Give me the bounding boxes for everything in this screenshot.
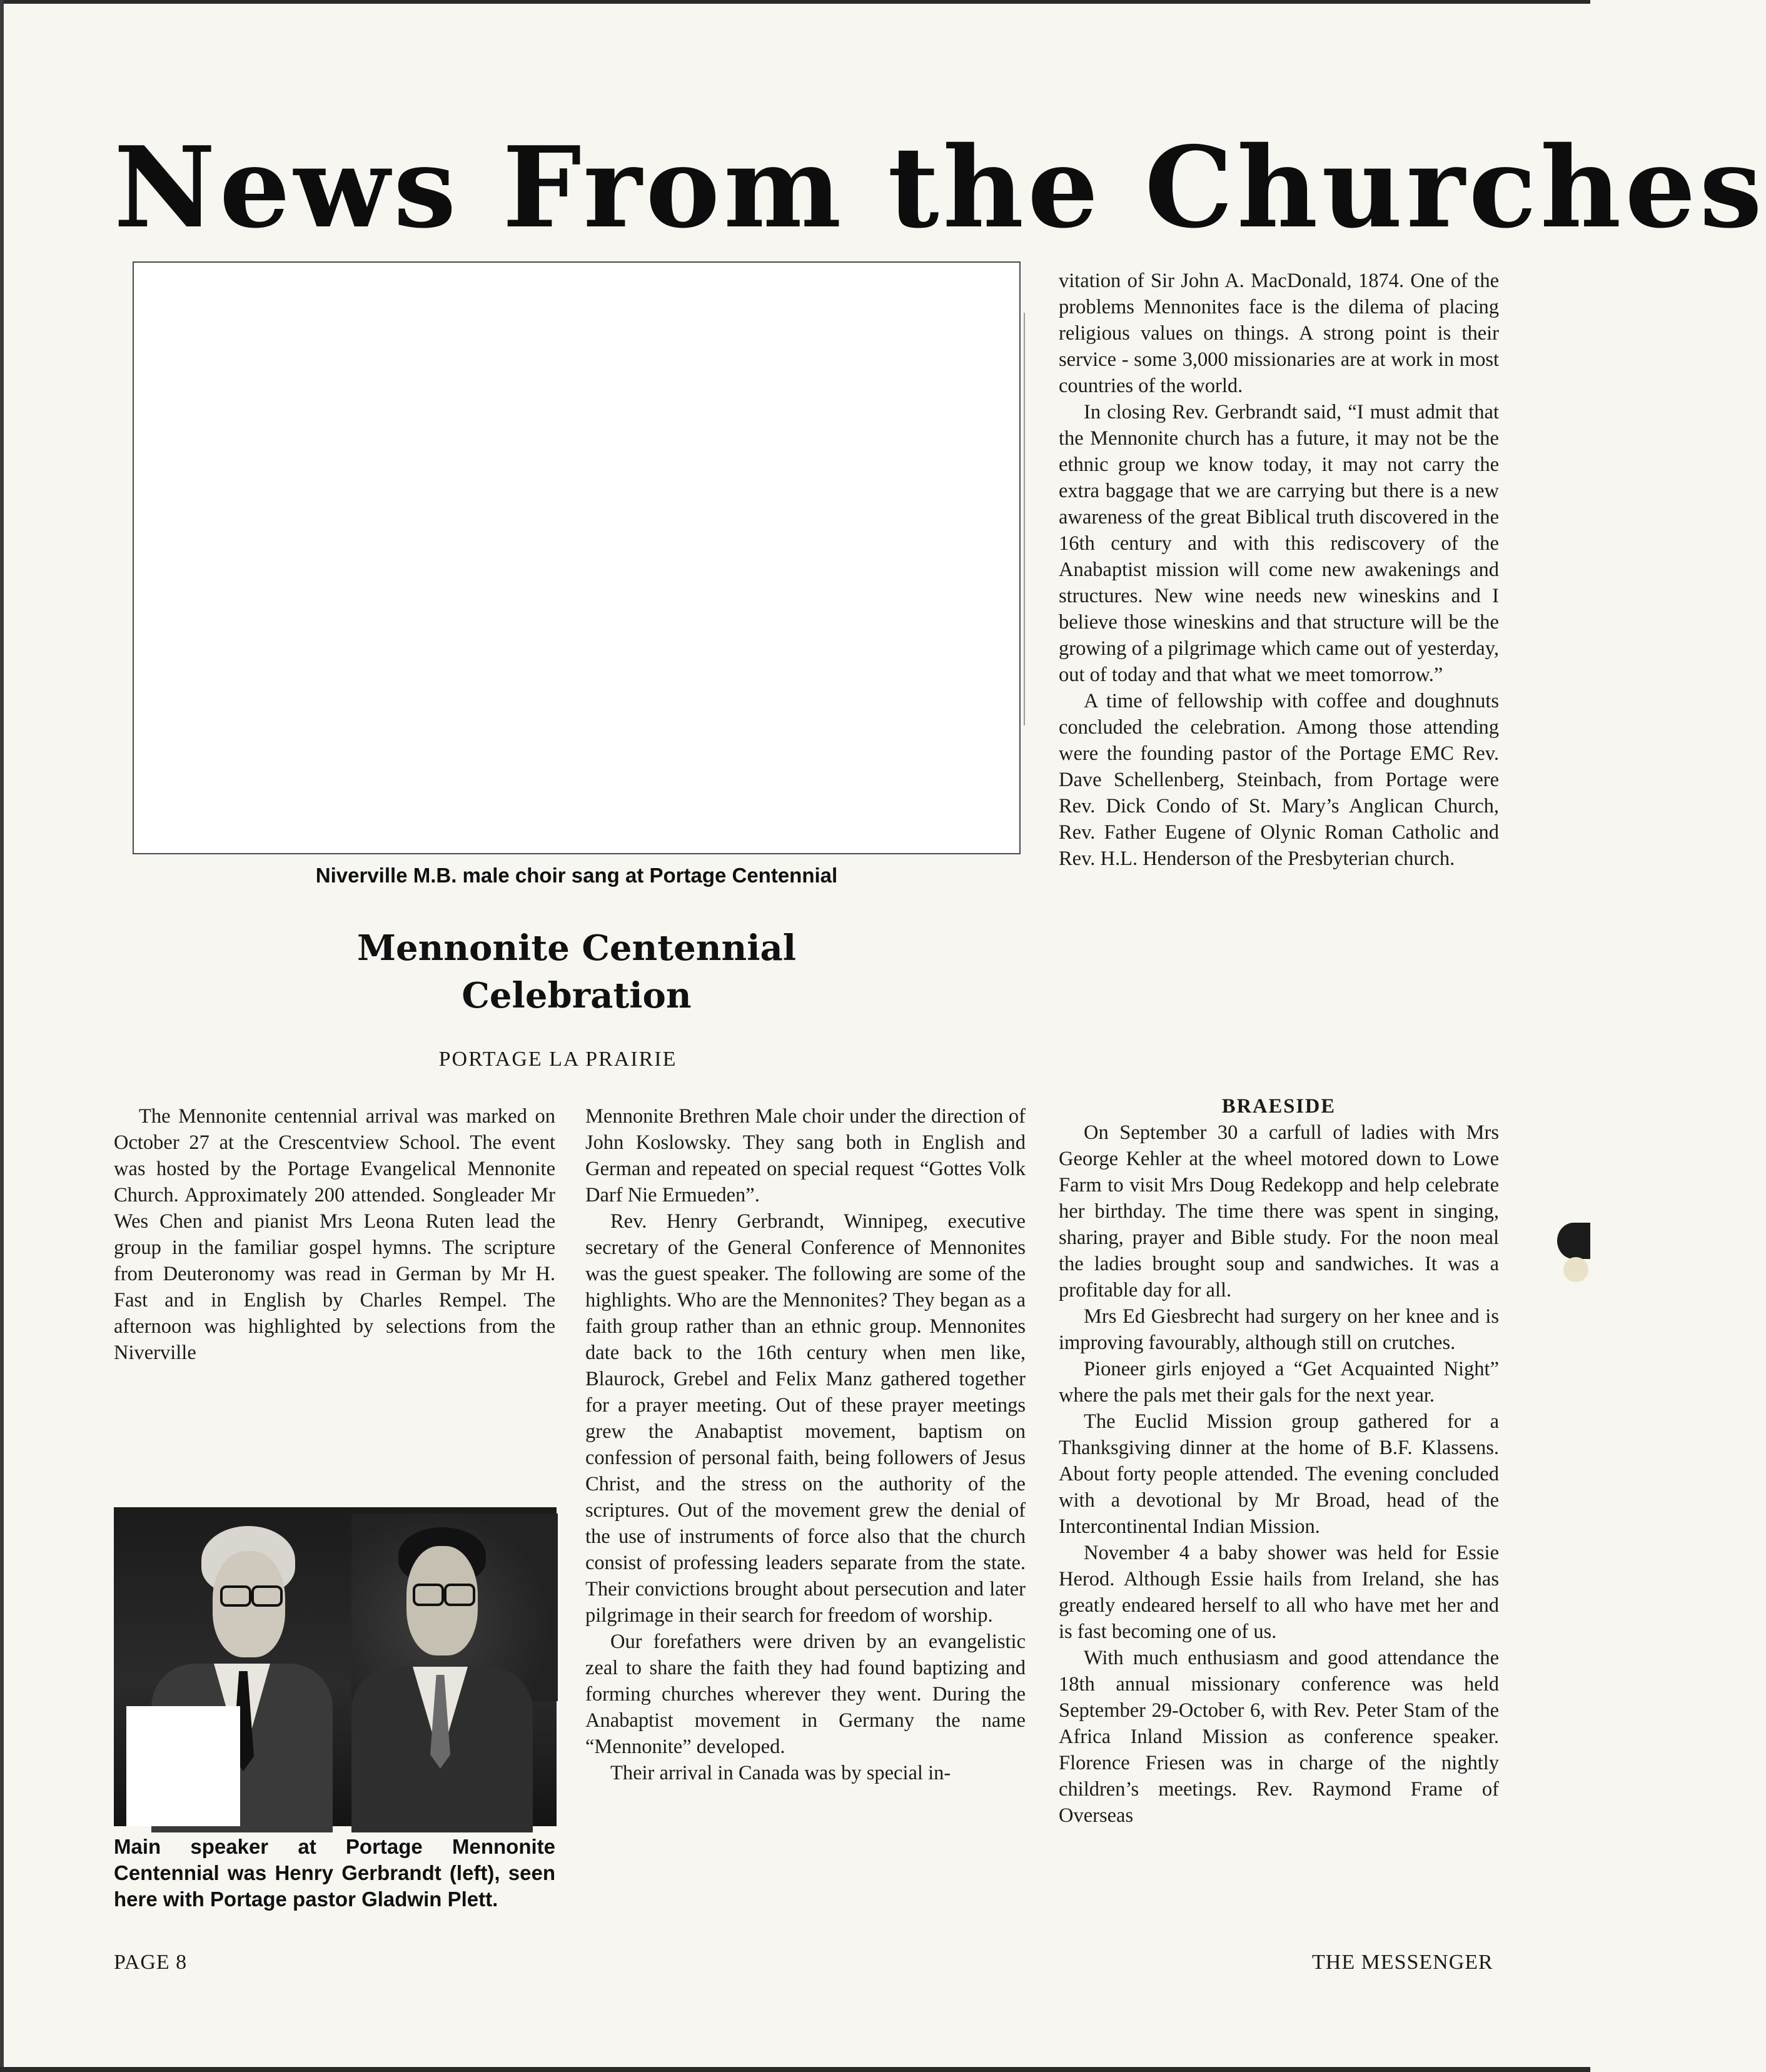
paragraph: The Mennonite centennial arrival was marked on October 27 at the Crescentview School. The event was hosted by the Portage Evangelical Mennonite Church. Approximately 200 attended. Songleader Mr Wes Chen and pianist Mrs Leona Ruten lead the group in the familiar gospel hymns. The scripture from Deuteronomy was read in German by Mr H. Fast and in English by Charles Rempel. The afternoon was highlighted by selections from the Niverville — [114, 1105, 555, 1364]
scan-smudge — [1557, 1223, 1590, 1259]
column-divider — [1024, 313, 1025, 725]
article-title-line-2: Celebration — [462, 975, 692, 1016]
paragraph: In closing Rev. Gerbrandt said, “I must admit that the Mennonite church has a future, it may not be the ethnic group we know today, it may not carry the extra baggage that we are carrying but there is a new awareness of the great Biblical truth discovered in the 16th century and with this rediscovery of the Anabaptist mission will come new awakenings and structures. New wine needs new wineskins and I believe those wineskins and that structure will be the growing of a pilgrimage which came out of yesterday, out of today and that what we meet tomorrow.” — [1059, 401, 1499, 686]
scan-edge-left — [0, 0, 4, 2072]
choir-photo-caption: Niverville M.B. male choir sang at Portage Centennial — [315, 864, 838, 887]
paragraph: vitation of Sir John A. MacDonald, 1874. One of the problems Mennonites face is the dilema of placing religious values on things. A strong point is their service - some 3,000 missionaries are at work in most countries of the world. — [1059, 270, 1499, 397]
scan-stain — [1563, 1257, 1588, 1282]
masthead-title: News From the Churches — [114, 122, 1766, 253]
page-number: PAGE 8 — [114, 1951, 188, 1974]
paragraph: With much enthusiasm and good attendance the 18th annual missionary conference was held September 29-October 6, with Rev. Peter Stam of the Africa Inland Mission as conference speaker. Florence Friesen was in charge of the nightly children’s meetings. Rev. Raymond Frame of Overseas — [1059, 1647, 1499, 1827]
photo-redaction-box — [126, 1706, 240, 1826]
paragraph: Pioneer girls enjoyed a “Get Acquainted Night” where the pals met their gals for the next year. — [1059, 1358, 1499, 1407]
paragraph: Their arrival in Canada was by special in- — [610, 1762, 951, 1784]
article-title-line-1: Mennonite Centennial — [356, 927, 797, 969]
paragraph: Mrs Ed Giesbrecht had surgery on her knee and is improving favourably, although still on crutches. — [1059, 1305, 1499, 1354]
paragraph: November 4 a baby shower was held for Essie Herod. Although Essie hails from Ireland, she has greatly endeared herself to all who have met her and is fast becoming one of us. — [1059, 1542, 1499, 1643]
choir-photo-placeholder — [133, 261, 1021, 854]
paragraph: Our forefathers were driven by an evangelistic zeal to share the faith they had found baptizing and forming churches wherever they went. During the Anabaptist movement in Germany the name “Mennonite” developed. — [585, 1630, 1026, 1758]
article-column-3 — [1059, 268, 1499, 872]
paragraph: The Euclid Mission group gathered for a Thanksgiving dinner at the home of B.F. Klassens. About forty people attended. The evening concluded with a devotional by Mr Broad, head of the Intercontinental Indian Mission. — [1059, 1410, 1499, 1538]
scan-edge-top — [0, 0, 1590, 4]
paragraph: On September 30 a carfull of ladies with Mrs George Kehler at the wheel motored down to Lowe Farm to visit Mrs Doug Redekopp and help celebrate her birthday. The time there was spent in singing, sharing, prayer and Bible study. For the noon meal the ladies brought soup and sandwiches. It was a profitable day for all. — [1059, 1121, 1499, 1301]
article-dateline: PORTAGE LA PRAIRIE — [438, 1048, 677, 1071]
speaker-photo — [114, 1507, 557, 1826]
scan-edge-bottom — [0, 2067, 1590, 2072]
braeside-section — [1059, 1093, 1499, 1829]
braeside-heading: BRAESIDE — [1221, 1095, 1336, 1118]
speaker-photo-caption: Main speaker at Portage Mennonite Centennial was Henry Gerbrandt (left), seen here with Portage pastor Gladwin Plett. — [114, 1835, 555, 1911]
paragraph: Rev. Henry Gerbrandt, Winnipeg, executive secretary of the General Conference of Mennonites was the guest speaker. The following are some of the highlights. Who are the Mennonites? They began as a faith group rather than an ethnic group. Mennonites date back to the 16th century when men like, Blaurock, Grebel and Felix Manz gathered together for a prayer meeting. Out of these prayer meetings grew the Anabaptist movement, baptism on confession of personal faith, being followers of Jesus Christ, and the stress on the authority of the scriptures. Out of the movement grew the denial of the use of instruments of force also that the church consist of professing leaders separate from the state. Their convictions brought about persecution and later pilgrimage in their search for freedom of worship. — [585, 1210, 1026, 1627]
paragraph: Mennonite Brethren Male choir under the direction of John Koslowsky. They sang both in English and German and repeated on special request “Gottes Volk Darf Nie Ermueden”. — [585, 1105, 1026, 1206]
article-column-2 — [585, 1103, 1026, 1786]
article-column-1 — [114, 1103, 555, 1366]
paragraph: A time of fellowship with coffee and doughnuts concluded the celebration. Among those attending were the founding pastor of the Portage EMC Rev. Dave Schellenberg, Steinbach, from Portage were Rev. Dick Condo of St. Mary’s Anglican Church, Rev. Father Eugene of Olynic Roman Catholic and Rev. H.L. Henderson of the Presbyterian church. — [1059, 690, 1499, 870]
article-title — [133, 924, 1021, 1019]
publication-name: THE MESSENGER — [1312, 1951, 1493, 1974]
